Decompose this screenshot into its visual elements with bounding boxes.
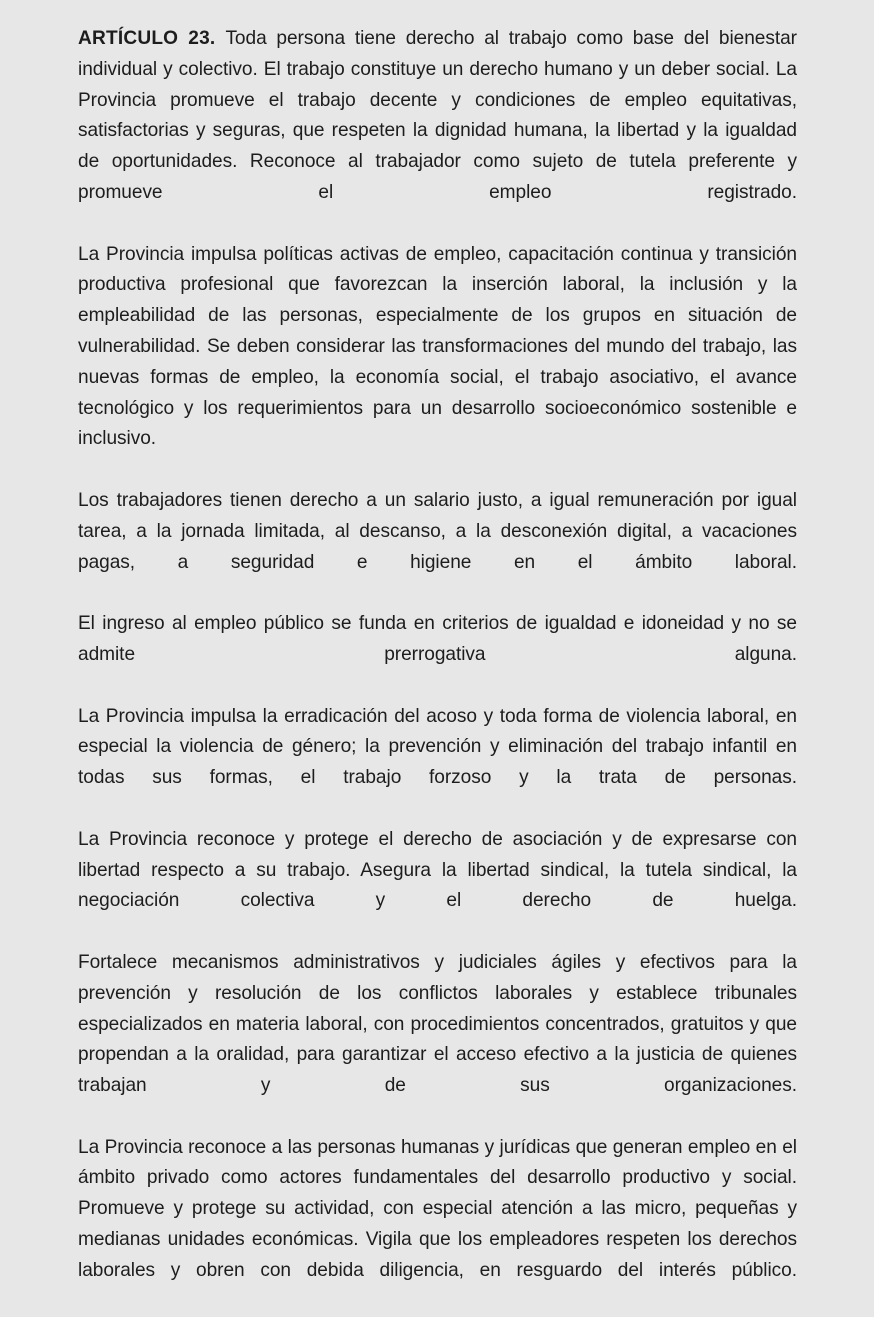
paragraph-5: La Provincia impulsa la erradicación del acoso y toda forma de violencia laboral, en especial la violencia de género; la prevención y eliminación del trabajo infantil en todas sus formas, el trabajo forzoso y la trata de personas. — [78, 705, 797, 789]
paragraph-3: Los trabajadores tienen derecho a un salario justo, a igual remuneración por igual tarea, a la jornada limitada, al descanso, a la desconexión digital, a vacaciones pagas, a seguridad e higiene en el ámbito laboral. — [78, 489, 797, 573]
paragraph-4: El ingreso al empleo público se funda en criterios de igualdad e idoneidad y no se admite prerrogativa alguna. — [78, 613, 797, 665]
paragraph-6: La Provincia reconoce y protege el derecho de asociación y de expresarse con libertad respecto a su trabajo. Asegura la libertad sindical, la tutela sindical, la negociación colectiva y el derecho de huelga. — [78, 828, 797, 912]
paragraph-1-text: Toda persona tiene derecho al trabajo como base del bienestar individual y colectivo. El trabajo constituye un derecho humano y un deber social. La Provincia promueve el trabajo decente y condiciones de empleo equitativas, satisfactorias y seguras, que respeten la dignidad humana, la libertad y la igualdad de oportunidades. Reconoce al trabajador como sujeto de tutela preferente y promueve el empleo registrado. — [78, 28, 797, 203]
article-body — [78, 24, 797, 1317]
paragraph-8: La Provincia reconoce a las personas humanas y jurídicas que generan empleo en el ámbito privado como actores fundamentales del desarrollo productivo y social. Promueve y protege su actividad, con especial atención a las micro, pequeñas y medianas unidades económicas. Vigila que los empleadores respeten los derechos laborales y obren con debida diligencia, en resguardo del interés público. — [78, 1136, 797, 1281]
paragraph-2: La Provincia impulsa políticas activas de empleo, capacitación continua y transición productiva profesional que favorezcan la inserción laboral, la inclusión y la empleabilidad de las personas, especialmente de los grupos en situación de vulnerabilidad. Se deben considerar las transformaciones del mundo del trabajo, las nuevas formas de empleo, la economía social, el trabajo asociativo, el avance tecnológico y los requerimientos para un desarrollo socioeconómico sostenible e inclusivo. — [78, 243, 797, 450]
paragraph-1 — [78, 24, 797, 240]
paragraph-7: Fortalece mecanismos administrativos y judiciales ágiles y efectivos para la prevención y resolución de los conflictos laborales y establece tribunales especializados en materia laboral, con procedimientos concentrados, gratuitos y que propendan a la oralidad, para garantizar el acceso efectivo a la justicia de quienes trabajan y de sus organizaciones. — [78, 951, 797, 1097]
article-label: ARTÍCULO 23. — [78, 28, 226, 49]
